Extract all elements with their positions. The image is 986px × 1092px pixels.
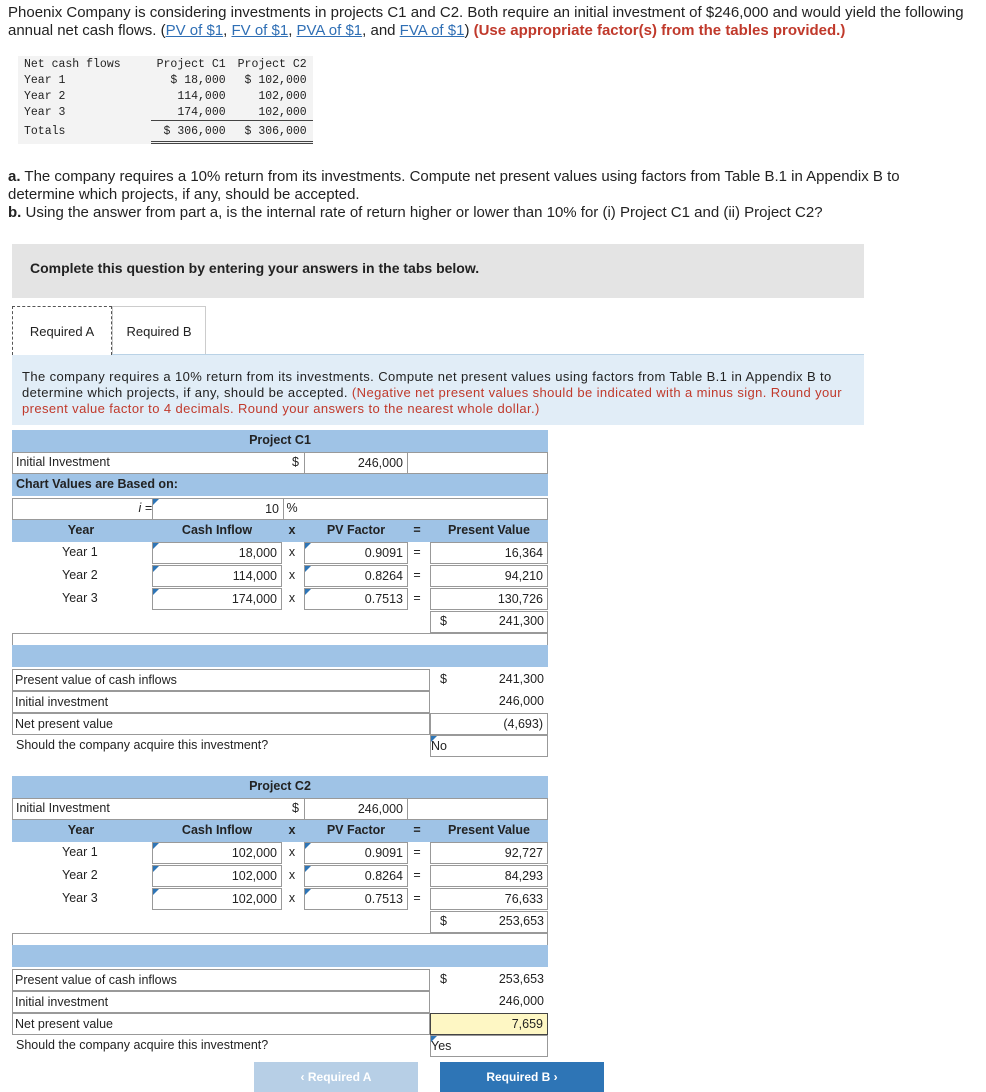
cash-inflow-input[interactable] <box>152 865 282 887</box>
tab-instructions <box>12 354 864 425</box>
cell: Totals <box>24 125 66 138</box>
intro-close: ) <box>464 22 474 39</box>
equals-header: = <box>413 823 421 837</box>
year-header: Year <box>67 823 95 837</box>
intro-text: Phoenix Company is considering investments in projects C1 and C2. Both require an initial investment of $246,000 and would yield the following annual net cash flows. ( <box>8 4 964 39</box>
value: 10 <box>265 502 279 516</box>
present-value-cell: 76,633 <box>430 888 548 910</box>
sep: , and <box>362 22 400 39</box>
dollar-sign: $ <box>440 972 447 986</box>
equals-sign: = <box>413 568 421 582</box>
initial-investment-input[interactable]: 246,000 <box>304 452 408 474</box>
times-header: x <box>288 523 296 537</box>
dollar-sign: $ <box>292 801 299 815</box>
equals-header: = <box>413 523 421 537</box>
pv-factor-input[interactable] <box>304 842 408 864</box>
initial-investment-input[interactable]: 246,000 <box>304 798 408 820</box>
input-marker-icon <box>431 736 437 742</box>
pv-factor-input[interactable] <box>304 888 408 910</box>
cell: 102,000 <box>258 89 307 103</box>
value: 102,000 <box>231 892 277 906</box>
summary-value: 241,300 <box>498 672 544 686</box>
times-sign: x <box>288 568 296 582</box>
cell: Year 3 <box>24 105 66 119</box>
cell: 114,000 <box>177 89 226 103</box>
dollar-sign: $ <box>440 614 447 628</box>
chevron-right-icon: › <box>550 1070 558 1084</box>
banner-text: Complete this question by entering your answers in the tabs below. <box>30 260 480 276</box>
dollar-sign: $ <box>440 914 447 928</box>
value: No <box>431 739 447 753</box>
rate-input[interactable] <box>152 498 284 520</box>
input-marker-icon <box>305 543 311 549</box>
cell: $ 18,000 <box>170 73 226 87</box>
table-row <box>18 72 313 88</box>
value: 114,000 <box>232 569 277 583</box>
q-text: The company requires a 10% return from its investments. Compute net present values using factors from Table B.1 in Appendix B to determine which projects, if any, should be accepted. <box>8 168 900 203</box>
cell: Year 2 <box>24 89 66 103</box>
equals-sign: = <box>413 891 421 905</box>
instr-note: (Negative net present values should be indicated with a minus sign. Round your present value factor to 4 decimals. Round your answers to the nearest whole dollar.) <box>22 385 842 416</box>
present-value-cell: 92,727 <box>430 842 548 864</box>
cash-inflow-input[interactable] <box>152 542 282 564</box>
input-marker-icon <box>153 589 159 595</box>
project-title: Project C1 <box>12 430 548 452</box>
summary-header-row <box>12 945 548 967</box>
dollar-sign: $ <box>292 455 299 469</box>
q-text: Using the answer from part a, is the internal rate of return higher or lower than 10% for (i) Project C1 and (ii) Project C2? <box>21 204 823 221</box>
pv-factor-input[interactable] <box>304 565 408 587</box>
tab-required-a[interactable]: Required A <box>12 306 112 355</box>
value: 18,000 <box>238 546 277 560</box>
next-required-b-button[interactable] <box>440 1062 604 1092</box>
input-marker-icon <box>153 566 159 572</box>
sep: , <box>223 22 232 39</box>
instructions-text <box>22 369 852 417</box>
pv-inflows-label: Present value of cash inflows <box>12 969 430 991</box>
pv-factor-header: PV Factor <box>326 823 386 837</box>
input-marker-icon <box>305 866 311 872</box>
initial-investment-label: Initial investment <box>12 691 430 713</box>
acquire-question: Should the company acquire this investment? <box>16 1038 269 1052</box>
value: 0.8264 <box>364 869 403 883</box>
initial-investment-label: Initial Investment <box>16 801 110 815</box>
cash-inflow-header: Cash Inflow <box>181 523 253 537</box>
value: 174,000 <box>231 592 277 606</box>
next-label: Required B <box>486 1070 551 1084</box>
project-c1-worksheet <box>12 430 548 754</box>
chart-values-label: Chart Values are Based on: <box>16 477 178 491</box>
problem-intro <box>8 4 968 40</box>
value: 0.8264 <box>364 569 403 583</box>
present-value-cell: 94,210 <box>430 565 548 587</box>
project-title: Project C2 <box>12 776 548 798</box>
equals-sign: = <box>413 591 421 605</box>
value: 102,000 <box>231 846 277 860</box>
year-label: Year 3 <box>62 591 98 605</box>
npv-label: Net present value <box>12 1013 430 1035</box>
input-marker-icon <box>305 843 311 849</box>
input-marker-icon <box>431 1036 437 1042</box>
cell: $ 102,000 <box>244 73 307 87</box>
dollar-sign: $ <box>440 672 447 686</box>
intro-instruction: (Use appropriate factor(s) from the tables provided.) <box>473 22 846 39</box>
prev-required-a-button[interactable] <box>254 1062 418 1092</box>
cash-inflow-input[interactable] <box>152 888 282 910</box>
times-sign: x <box>288 868 296 882</box>
pva-of-1-link[interactable]: PVA of $1 <box>296 22 363 39</box>
table-header-row <box>18 56 313 72</box>
i-equals-label: i = <box>138 501 152 515</box>
cell: Year 1 <box>24 73 66 87</box>
pv-factor-header: PV Factor <box>326 523 386 537</box>
questions <box>8 168 968 222</box>
chevron-left-icon: ‹ <box>300 1070 308 1084</box>
pv-inflows-label: Present value of cash inflows <box>12 669 430 691</box>
cell: 102,000 <box>258 105 307 119</box>
times-sign: x <box>288 891 296 905</box>
question-a <box>8 168 968 204</box>
year-header: Year <box>67 523 95 537</box>
pv-factor-input[interactable] <box>304 588 408 610</box>
fva-of-1-link[interactable]: FVA of $1 <box>399 22 465 39</box>
fv-of-1-link[interactable]: FV of $1 <box>231 22 289 39</box>
prev-label: Required A <box>307 1070 372 1084</box>
npv-label: Net present value <box>12 713 430 735</box>
input-marker-icon <box>153 866 159 872</box>
present-value-header: Present Value <box>448 823 530 837</box>
cash-inflow-header: Cash Inflow <box>181 823 253 837</box>
q-label: b. <box>8 204 22 221</box>
col-header: Net cash flows <box>24 57 121 71</box>
cash-inflow-input[interactable] <box>152 565 282 587</box>
pv-of-1-link[interactable]: PV of $1 <box>165 22 224 39</box>
input-marker-icon <box>153 499 159 505</box>
value: 0.9091 <box>364 846 403 860</box>
value: 0.9091 <box>364 546 403 560</box>
table-row <box>18 104 313 121</box>
cell: $ 306,000 <box>232 121 313 143</box>
acquire-question: Should the company acquire this investment? <box>16 738 269 752</box>
cell: 174,000 <box>177 105 226 119</box>
input-marker-icon <box>153 543 159 549</box>
input-marker-icon <box>153 889 159 895</box>
equals-sign: = <box>413 868 421 882</box>
acquire-answer-input[interactable] <box>430 735 548 757</box>
summary-header-row <box>12 645 548 667</box>
year-label: Year 1 <box>62 845 98 859</box>
cell: $ 306,000 <box>151 121 232 143</box>
year-label: Year 2 <box>62 868 98 882</box>
col-header: Project C2 <box>237 57 307 71</box>
value: 0.7513 <box>364 892 403 906</box>
equals-sign: = <box>413 545 421 559</box>
equals-sign: = <box>413 845 421 859</box>
present-value-cell: 16,364 <box>430 542 548 564</box>
pv-factor-input[interactable] <box>304 865 408 887</box>
input-marker-icon <box>305 889 311 895</box>
cash-flow-table <box>18 56 313 144</box>
col-header: Project C1 <box>156 57 226 71</box>
initial-investment-label: Initial Investment <box>16 455 110 469</box>
pv-factor-input[interactable] <box>304 542 408 564</box>
npv-input[interactable]: 7,659 <box>430 1013 548 1035</box>
times-sign: x <box>288 591 296 605</box>
summary-value: 246,000 <box>498 994 544 1008</box>
question-b <box>8 204 968 222</box>
present-value-cell: 84,293 <box>430 865 548 887</box>
sep: , <box>288 22 297 39</box>
year-label: Year 1 <box>62 545 98 559</box>
year-label: Year 3 <box>62 891 98 905</box>
times-sign: x <box>288 845 296 859</box>
cash-inflow-input[interactable] <box>152 588 282 610</box>
acquire-answer-input[interactable] <box>430 1035 548 1057</box>
total-present-value: 253,653 <box>498 914 544 928</box>
present-value-cell: 130,726 <box>430 588 548 610</box>
year-label: Year 2 <box>62 568 98 582</box>
present-value-header: Present Value <box>448 523 530 537</box>
tab-required-b[interactable]: Required B <box>112 306 206 355</box>
total-present-value: 241,300 <box>498 614 544 628</box>
totals-row <box>18 121 313 143</box>
table-row <box>18 88 313 104</box>
cash-inflow-input[interactable] <box>152 842 282 864</box>
summary-value: 253,653 <box>498 972 544 986</box>
npv-input[interactable]: (4,693) <box>430 713 548 735</box>
input-marker-icon <box>305 589 311 595</box>
instruction-banner <box>12 244 864 298</box>
project-c2-worksheet <box>12 776 548 1054</box>
times-header: x <box>288 823 296 837</box>
percent-sign: % <box>286 501 298 515</box>
value: 0.7513 <box>364 592 403 606</box>
input-marker-icon <box>153 843 159 849</box>
q-label: a. <box>8 168 21 185</box>
summary-value: 246,000 <box>498 694 544 708</box>
instr-main: The company requires a 10% return from its investments. Compute net present values using factors from Table B.1 in Appendix B to determine which projects, if any, should be accepted. <box>22 369 832 400</box>
input-marker-icon <box>305 566 311 572</box>
initial-investment-label: Initial investment <box>12 991 430 1013</box>
value: 102,000 <box>231 869 277 883</box>
value: Yes <box>431 1039 452 1053</box>
times-sign: x <box>288 545 296 559</box>
